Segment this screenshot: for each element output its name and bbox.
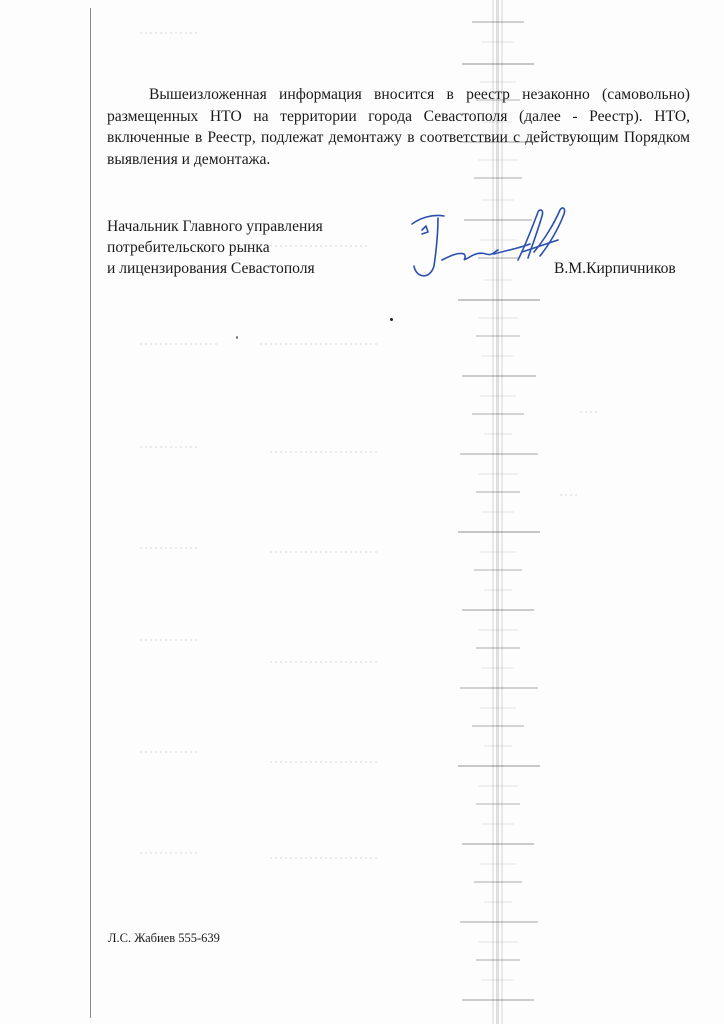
ink-speck	[236, 336, 238, 339]
position-line-2: потребительского рынка	[107, 239, 270, 256]
contact-line: Л.С. Жабиев 555-639	[108, 931, 220, 945]
position-line-1: Начальник Главного управления	[107, 218, 323, 235]
body-paragraph: Вышеизложенная информация вносится в реестр незаконно (самовольно) размещенных НТО на территории города Севастополя (далее - Реестр). НТО, включенные в Реестр, подлежат демонтажу в соответствии с действующим Порядком выявления и демонтажа.	[107, 86, 690, 168]
ink-speck	[390, 318, 393, 321]
signer-position-block	[107, 216, 323, 279]
handwritten-signature	[398, 200, 568, 290]
signer-name: В.М.Кирпичников	[554, 260, 676, 277]
position-line-3: и лицензирования Севастополя	[107, 260, 315, 277]
